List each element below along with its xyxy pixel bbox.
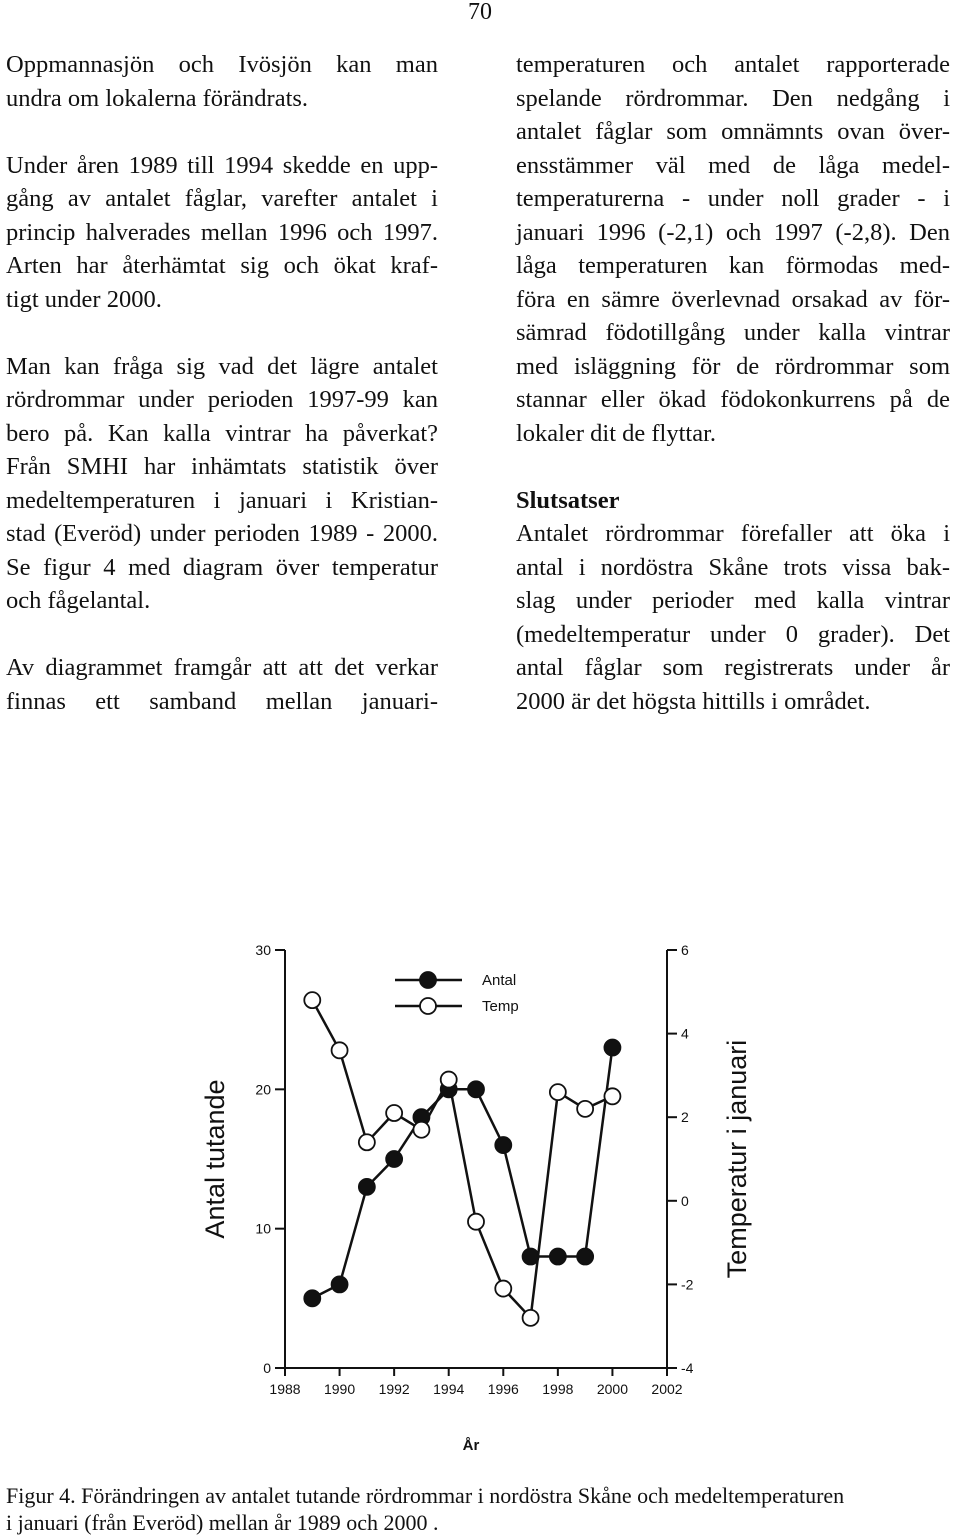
chart-legend (395, 972, 519, 1015)
chart-series-lines (312, 1000, 612, 1318)
data-point-temp (359, 1134, 375, 1150)
text-line: låga temperaturen kan förmodas med- (516, 252, 950, 279)
text-line: Antalet rördrommar förefaller att öka i (516, 520, 950, 547)
text-line: rördrommar under perioden 1997-99 kan (6, 386, 438, 413)
data-point-temp (495, 1281, 511, 1297)
data-point-antal (550, 1249, 566, 1265)
data-point-antal (359, 1179, 375, 1195)
text-line: lokaler dit de flyttar. (516, 419, 717, 447)
data-point-temp (550, 1084, 566, 1100)
text-line: antal i nordöstra Skåne trots vissa bak- (516, 553, 950, 581)
y-left-tick-label: 0 (263, 1360, 271, 1376)
data-point-temp (468, 1214, 484, 1230)
y-left-axis-title: Antal tutande (200, 1079, 230, 1239)
text-line: Man kan fråga sig vad det lägre antalet (6, 352, 438, 380)
x-tick-label: 1998 (542, 1381, 574, 1397)
text-line: januari 1996 (-2,1) och 1997 (-2,8). Den (516, 218, 950, 246)
x-tick-label: 1990 (323, 1381, 356, 1397)
x-axis-title: År (462, 1437, 480, 1454)
page-number: 70 (468, 0, 492, 25)
text-line: gång av antalet fåglar, varefter antalet i (6, 185, 438, 212)
series-line-temp (312, 1000, 612, 1318)
text-line: Av diagrammet framgår att att det verkar (6, 654, 438, 681)
data-point-temp (577, 1101, 593, 1117)
y-right-tick-label: 4 (681, 1025, 689, 1042)
text-line: finnas ett samband mellan januari- (6, 687, 438, 715)
legend-marker (420, 998, 436, 1014)
data-point-temp (413, 1122, 429, 1138)
text-line: och fågelantal. (6, 587, 151, 614)
y-left-tick-label: 20 (255, 1081, 271, 1098)
data-point-temp (441, 1072, 457, 1088)
section-heading: Slutsatser (516, 486, 620, 514)
y-right-tick-label: 6 (681, 942, 689, 958)
x-tick-label: 2002 (651, 1381, 683, 1397)
data-point-temp (332, 1042, 348, 1058)
data-point-antal (304, 1290, 320, 1306)
text-line: temperaturerna - under noll grader - i (516, 185, 950, 212)
text-line: stad (Everöd) under perioden 1989 - 2000. (6, 520, 438, 547)
data-point-temp (523, 1310, 539, 1326)
figure-4-chart (0, 930, 960, 1480)
y-right-tick-label: 0 (681, 1192, 689, 1209)
chart-series-points (304, 992, 620, 1326)
text-line: Oppmannasjön och Ivösjön kan man (6, 51, 438, 78)
text-line: (medeltemperatur under 0 grader). Det (516, 620, 950, 648)
left-paragraph (6, 149, 438, 317)
text-line: föra en sämre överlevnad orsakad av för- (516, 285, 950, 313)
left-column (6, 48, 438, 718)
y-right-tick-label: -4 (681, 1360, 694, 1376)
text-line: stannar eller ökad födokonkurrens på de (516, 386, 950, 413)
x-tick-label: 1994 (433, 1381, 465, 1397)
data-point-antal (604, 1040, 620, 1056)
data-point-antal (523, 1249, 539, 1265)
data-point-antal (332, 1276, 348, 1292)
data-point-antal (495, 1137, 511, 1153)
y-right-tick-label: -2 (681, 1276, 694, 1293)
figure-caption (6, 1482, 956, 1536)
text-line: 2000 är det högsta hittills i området. (516, 687, 871, 715)
y-left-tick-label: 10 (255, 1220, 271, 1237)
left-paragraph (6, 48, 438, 115)
caption-line: Figur 4. Förändringen av antalet tutande rördrommar i nordöstra Skåne och medeltemperaturen (6, 1483, 845, 1508)
y-left-tick-label: 30 (255, 942, 271, 958)
x-tick-label: 1988 (269, 1381, 301, 1397)
legend-marker (420, 972, 436, 988)
series-line-antal (312, 1048, 612, 1299)
text-line: antalet fåglar som omnämnts ovan över- (516, 118, 950, 145)
data-point-antal (386, 1151, 402, 1167)
text-line: tigt under 2000. (6, 285, 162, 313)
text-line: antal fåglar som registrerats under år (516, 654, 950, 681)
x-tick-label: 1996 (487, 1381, 519, 1397)
text-line: medeltemperaturen i januari i Kristian- (6, 486, 438, 514)
text-line: ensstämmer väl med de låga medel- (516, 151, 950, 179)
text-line: Under åren 1989 till 1994 skedde en upp- (6, 151, 438, 179)
text-line: sämrad födotillgång under kalla vintrar (516, 319, 950, 346)
chart-axes (255, 942, 693, 1397)
data-point-temp (386, 1105, 402, 1121)
legend-label: Temp (482, 998, 519, 1015)
caption-line: i januari (från Everöd) mellan år 1989 och 2000 . (6, 1510, 439, 1535)
data-point-antal (468, 1081, 484, 1097)
right-paragraph (516, 48, 950, 450)
y-right-tick-label: 2 (681, 1109, 689, 1126)
text-line: princip halverades mellan 1996 och 1997. (6, 218, 438, 246)
text-line: bero på. Kan kalla vintrar ha påverkat? (6, 419, 438, 447)
left-paragraph (6, 350, 438, 618)
text-line: slag under perioder med kalla vintrar (516, 587, 950, 614)
legend-label: Antal (482, 972, 517, 989)
text-line: temperaturen och antalet rapporterade (516, 51, 950, 78)
right-column (516, 48, 950, 718)
x-tick-label: 2000 (596, 1381, 629, 1397)
conclusions-section (516, 484, 950, 719)
data-point-antal (577, 1249, 593, 1265)
x-tick-label: 1992 (378, 1381, 410, 1397)
text-line: Se figur 4 med diagram över temperatur (6, 553, 438, 581)
text-line: med isläggning för de rördrommar som (516, 352, 950, 380)
y-right-axis-title: Temperatur i januari (722, 1039, 752, 1279)
text-line: Arten har återhämtat sig och ökat kraf- (6, 252, 438, 279)
text-line: undra om lokalerna förändrats. (6, 84, 309, 112)
text-line: spelande rördrommar. Den nedgång i (516, 84, 950, 112)
left-paragraph (6, 651, 438, 718)
text-line: Från SMHI har inhämtats statistik över (6, 453, 438, 480)
data-point-temp (304, 992, 320, 1008)
data-point-temp (604, 1088, 620, 1104)
